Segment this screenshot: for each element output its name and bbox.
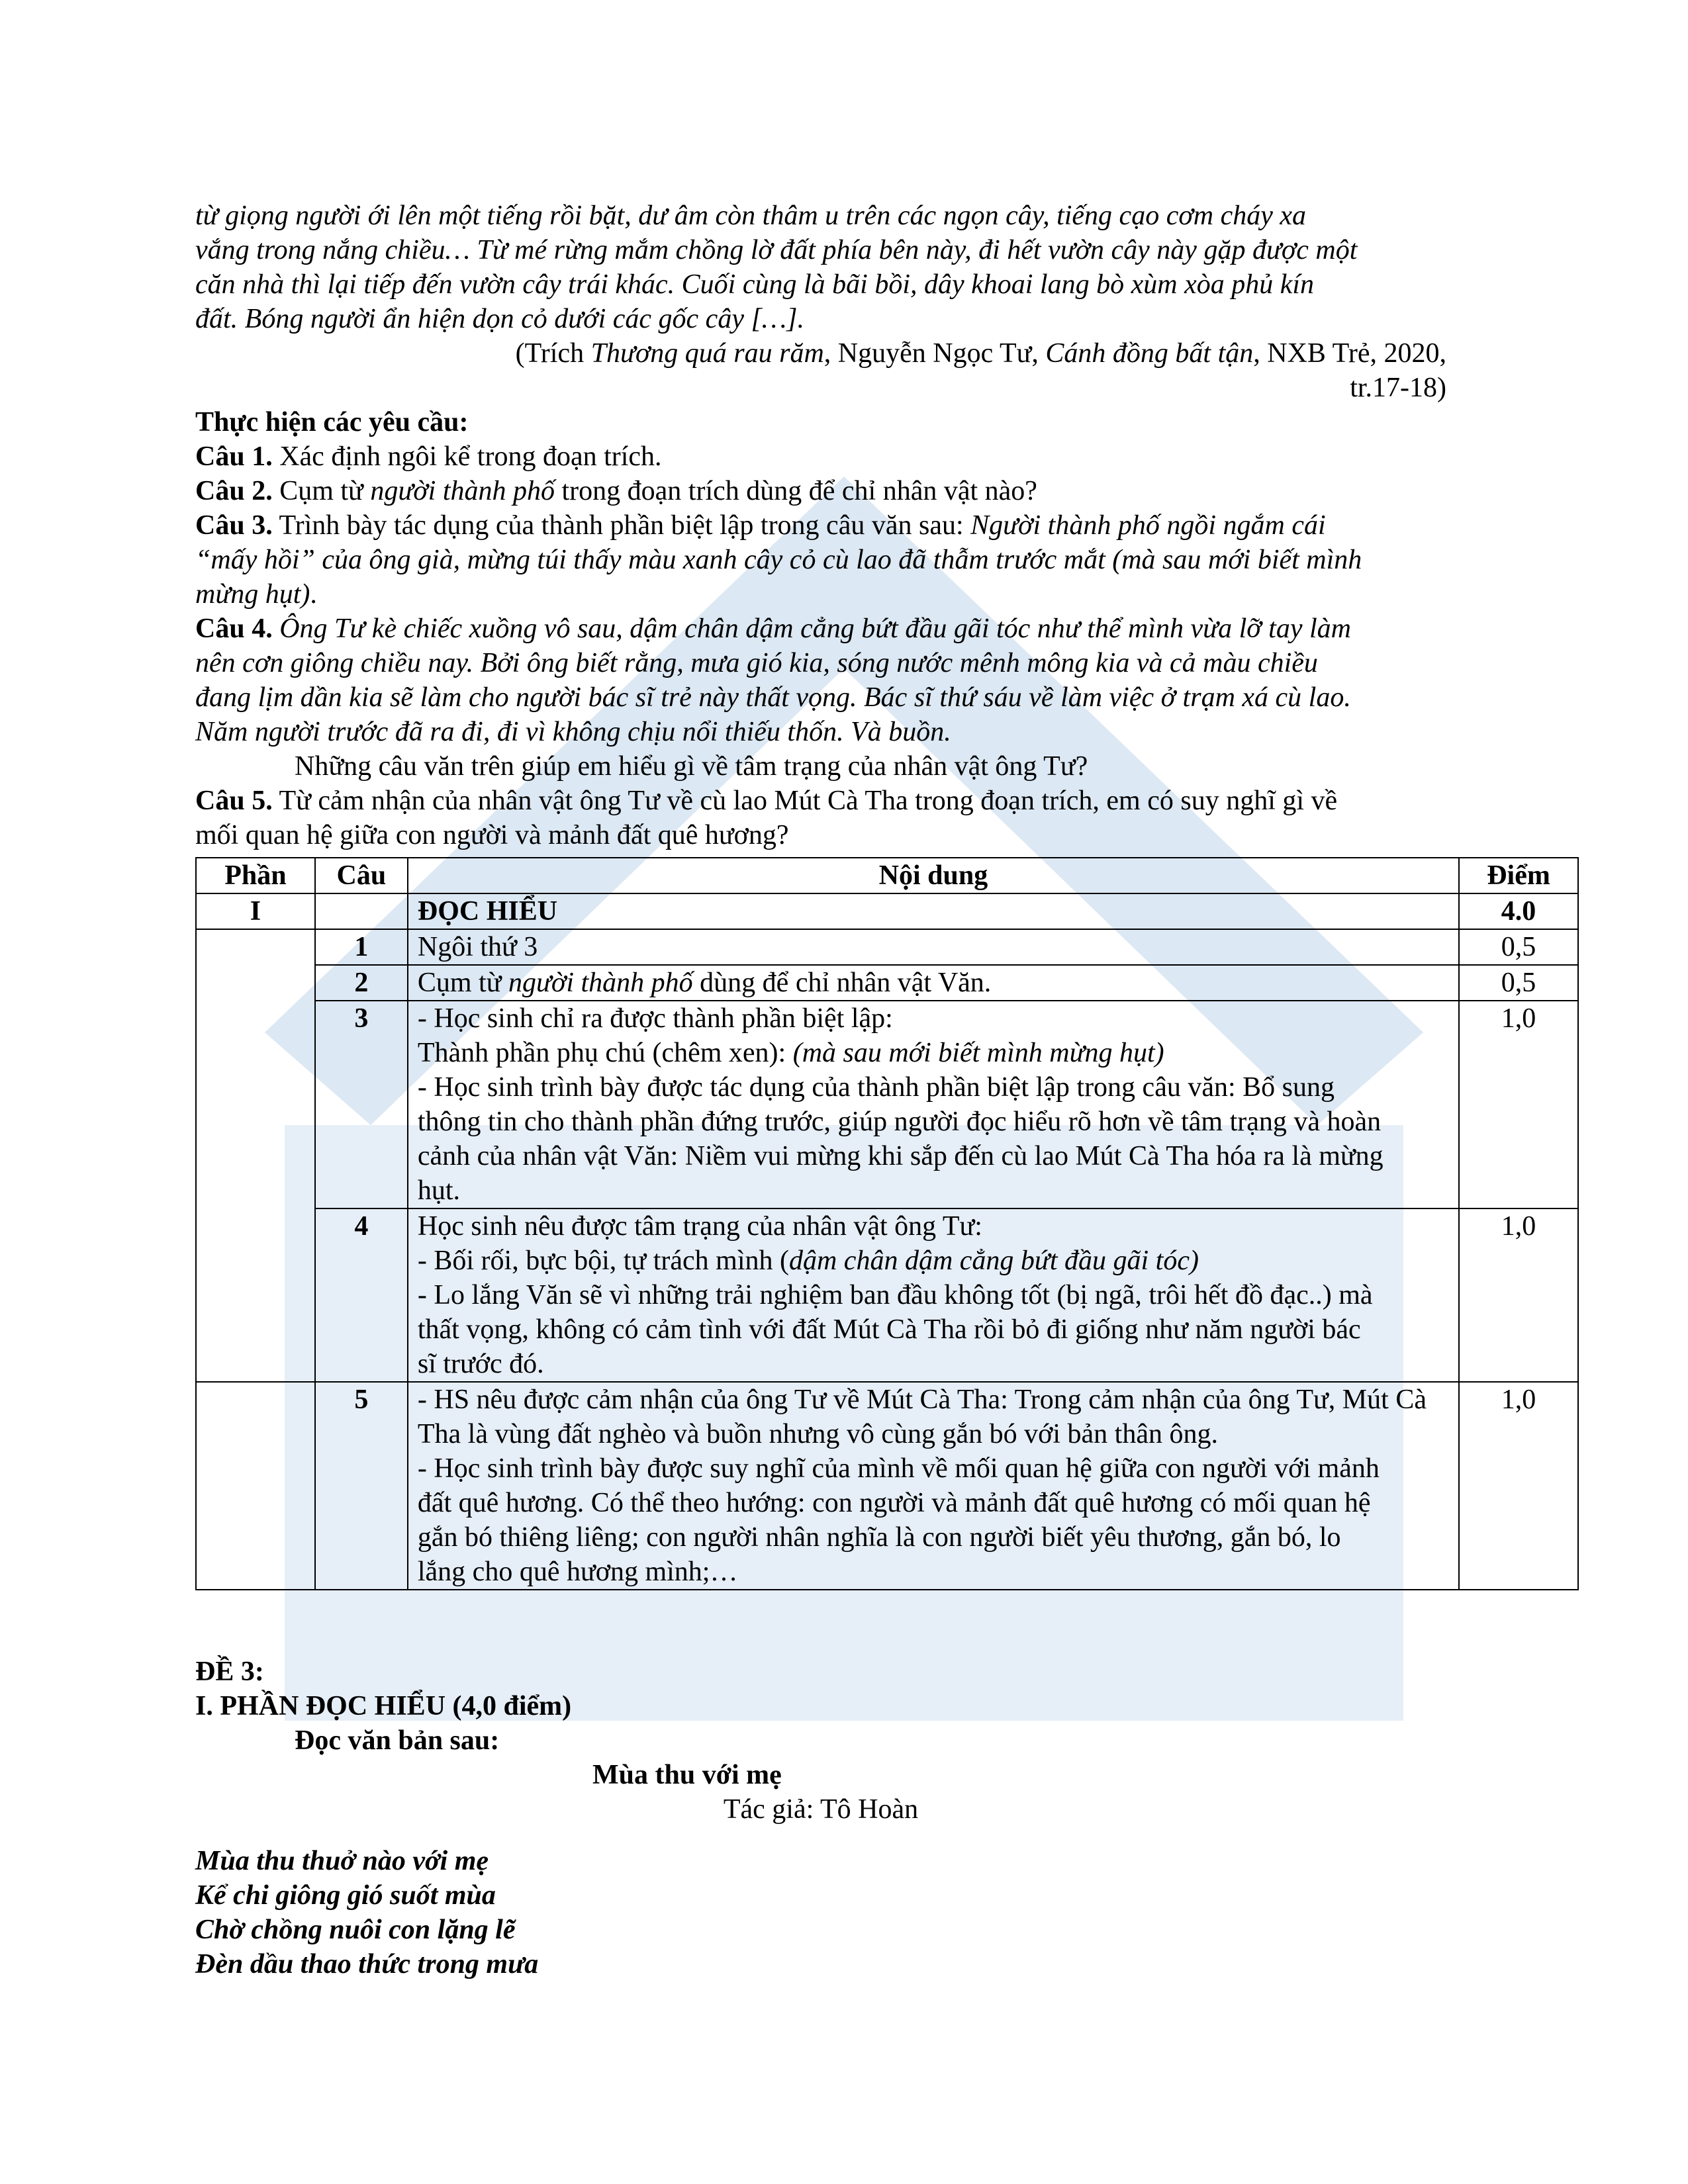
question-3: Câu 3. Trình bày tác dụng của thành phần biệt lập trong câu văn sau: Người thành phố ngồi ngắm cái: [195, 510, 1326, 541]
document-body: [195, 199, 1446, 852]
table-row: 1 Ngôi thứ 3 0,5: [196, 929, 1578, 965]
header-question: Câu: [315, 858, 408, 893]
poem-line: Mùa thu thuở nào với mẹ: [195, 1846, 489, 1876]
passage-line: đất. Bóng người ẩn hiện dọn cỏ dưới các gốc cây […].: [195, 304, 805, 334]
poem-title: Mùa thu với mẹ: [592, 1760, 782, 1790]
exam-3-section-heading: I. PHẦN ĐỌC HIỂU (4,0 điểm): [195, 1691, 572, 1721]
poem-author: Tác giả: Tô Hoàn: [723, 1794, 919, 1825]
question-3-quote-end: mừng hụt).: [195, 579, 317, 610]
question-4-line: nên cơn giông chiều nay. Bởi ông biết rằng, mưa gió kia, sóng nước mênh mông kia và cả màu chiều: [195, 648, 1318, 678]
table-section-row: I ĐỌC HIỂU 4.0: [196, 893, 1578, 929]
question-5: Câu 5. Từ cảm nhận của nhân vật ông Tư về cù lao Mút Cà Tha trong đoạn trích, em có suy nghĩ gì về: [195, 786, 1338, 816]
table-row: 4 Học sinh nêu được tâm trạng của nhân vật ông Tư: - Bối rối, bực bội, tự trách mình (dậm chân dậm cẳng bứt đầu gãi tóc) - Lo lắng Văn sẽ vì những trải nghiệm ban đầu không tốt (bị ngã, trôi hết đồ đạc..) mà thất vọng, không có cảm tình với đất Mút Cà Tha rồi bỏ đi giống như năm người bác sĩ trước đó. 1,0: [196, 1208, 1578, 1382]
question-4-line: Năm người trước đã ra đi, đi vì không chịu nổi thiếu thốn. Và buồn.: [195, 717, 951, 747]
exam-3-title: ĐỀ 3:: [195, 1657, 264, 1687]
passage-line: căn nhà thì lại tiếp đến vườn cây trái khác. Cuối cùng là bãi bồi, dây khoai lang bò xùm xòa phủ kín: [195, 269, 1315, 300]
question-4-line: đang lịm dần kia sẽ làm cho người bác sĩ trẻ này thất vọng. Bác sĩ thứ sáu về làm việc ở trạm xá cù lao.: [195, 682, 1351, 713]
poem-line: Chờ chồng nuôi con lặng lẽ: [195, 1915, 516, 1945]
table-row: 5 - HS nêu được cảm nhận của ông Tư về Mút Cà Tha: Trong cảm nhận của ông Tư, Mút Cà Tha là vùng đất nghèo và buồn nhưng vô cùng gắn bó với bản thân ông. - Học sinh trình bày được suy nghĩ của mình về mối quan hệ giữa con người với mảnh đất quê hương. Có thể theo hướng: con người và mảnh đất quê hương có mối quan hệ gắn bó thiêng liêng; con người nhân nghĩa là con người biết yêu thương, gắn bó, lo lắng cho quê hương mình;… 1,0: [196, 1382, 1578, 1590]
passage-line: từ giọng người ới lên một tiếng rồi bặt, dư âm còn thâm u trên các ngọn cây, tiếng cạo cơm cháy xa: [195, 201, 1307, 231]
question-1: Câu 1. Xác định ngôi kể trong đoạn trích.: [195, 441, 662, 472]
header-content: Nội dung: [408, 858, 1459, 893]
header-part: Phần: [196, 858, 315, 893]
table-row: 3 - Học sinh chỉ ra được thành phần biệt lập: Thành phần phụ chú (chêm xen): (mà sau mới biết mình mừng hụt) - Học sinh trình bày được tác dụng của thành phần biệt lập trong câu văn: Bổ sung thông tin cho thành phần đứng trước, giúp người đọc hiểu rõ hơn về tâm trạng và hoàn cảnh của nhân vật Văn: Niềm vui mừng khi sắp đến cù lao Mút Cà Tha hóa ra là mừng hụt. 1,0: [196, 1001, 1578, 1208]
passage-line: vắng trong nắng chiều… Từ mé rừng mắm chồng lờ đất phía bên này, đi hết vườn cây này gặp được một: [195, 235, 1358, 265]
poem-line: Đèn dầu thao thức trong mưa: [195, 1949, 539, 1979]
tasks-heading: Thực hiện các yêu cầu:: [195, 407, 469, 437]
citation: (Trích Thương quá rau răm, Nguyễn Ngọc Tư, Cánh đồng bất tận, NXB Trẻ, 2020,: [515, 338, 1446, 369]
question-4: Câu 4. Ông Tư kè chiếc xuồng vô sau, dậm chân dậm cẳng bứt đầu gãi tóc như thể mình vừa lỡ tay làm: [195, 614, 1351, 644]
citation-pages: tr.17-18): [1350, 373, 1446, 403]
question-5-line: mối quan hệ giữa con người và mảnh đất quê hương?: [195, 820, 789, 850]
poem-line: Kể chi giông gió suốt mùa: [195, 1880, 496, 1911]
question-4-prompt: Những câu văn trên giúp em hiểu gì về tâm trạng của nhân vật ông Tư?: [295, 751, 1088, 782]
question-3-quote: “mấy hồi” của ông già, mừng túi thấy màu xanh cây cỏ cù lao đã thẫm trước mắt (mà sau mới biết mình: [195, 545, 1362, 575]
answer-table: [195, 857, 1579, 1590]
header-score: Điểm: [1459, 858, 1578, 893]
exam-3-section: [195, 1655, 1446, 1981]
table-header-row: [196, 858, 1578, 893]
question-2: Câu 2. Cụm từ người thành phố trong đoạn trích dùng để chỉ nhân vật nào?: [195, 476, 1037, 506]
table-row: 2 Cụm từ người thành phố dùng để chỉ nhân vật Văn. 0,5: [196, 965, 1578, 1001]
exam-3-instruction: Đọc văn bản sau:: [295, 1725, 500, 1756]
